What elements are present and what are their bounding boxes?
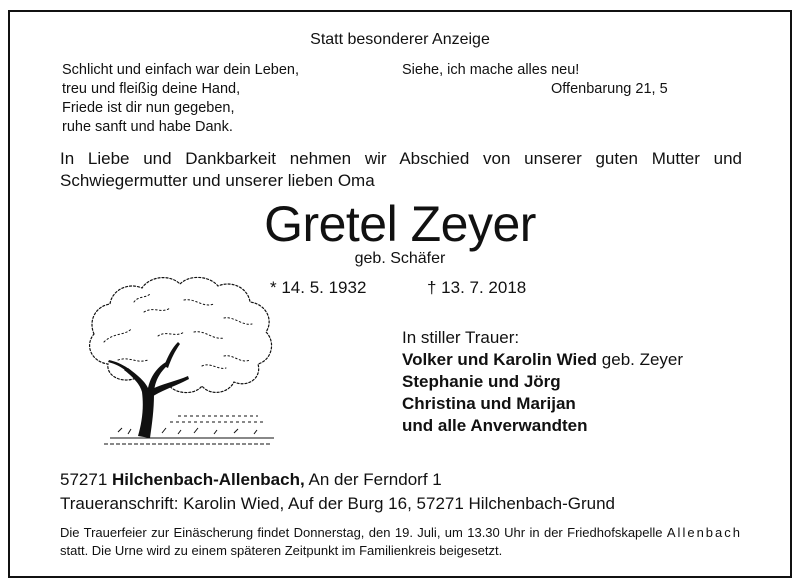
- mourners-block: [402, 327, 683, 437]
- address-street: An der Ferndorf 1: [304, 470, 442, 489]
- address-town: Hilchenbach-Allenbach,: [112, 470, 305, 489]
- mourner-line: und alle Anverwandten: [402, 416, 588, 435]
- mourner-line: Christina und Marijan: [402, 394, 576, 413]
- birth-date: * 14. 5. 1932: [270, 278, 367, 297]
- poem-line: ruhe sanft und habe Dank.: [62, 119, 233, 135]
- deceased-name: Gretel Zeyer: [264, 196, 536, 252]
- ceremony-notice: [60, 524, 742, 560]
- maiden-name: [0, 250, 800, 268]
- mourner-line: [402, 349, 683, 371]
- poem-line: Friede ist dir nun gegeben,: [62, 100, 235, 116]
- mourner-name: Volker und Karolin Wied: [402, 350, 598, 369]
- poem-line: treu und fleißig deine Hand,: [62, 81, 241, 97]
- quote-text: Siehe, ich mache alles neu!: [402, 62, 580, 78]
- intro-text: In Liebe und Dankbarkeit nehmen wir Abschied von unserer guten Mutter und Schwiegermutter und unserer lieben Oma: [60, 149, 742, 190]
- poem-line: Schlicht und einfach war dein Leben,: [62, 62, 299, 78]
- ceremony-text: Die Trauerfeier zur Einäscherung findet Donnerstag, den 19. Juli, um 13.30 Uhr in der Friedhofskapelle: [60, 525, 667, 540]
- ceremony-text: statt. Die Urne wird zu einem späteren Zeitpunkt im Familienkreis beigesetzt.: [60, 543, 503, 558]
- address-postcode: 57271: [60, 470, 112, 489]
- poem-verse: [62, 61, 299, 137]
- mourning-address: Traueranschrift: Karolin Wied, Auf der Burg 16, 57271 Hilchenbach-Grund: [60, 494, 615, 513]
- mourner-suffix: geb. Zeyer: [597, 350, 684, 369]
- mourners-heading: In stiller Trauer:: [402, 328, 520, 347]
- maiden-name-text: geb. Schäfer: [354, 250, 446, 267]
- ceremony-place: Allenbach: [666, 525, 742, 540]
- mourner-line: Stephanie und Jörg: [402, 372, 561, 391]
- quote-reference: Offenbarung 21, 5: [551, 81, 668, 97]
- tree-icon: [74, 272, 286, 448]
- death-date: † 13. 7. 2018: [427, 278, 527, 297]
- family-address: [60, 470, 442, 490]
- notice-header: Statt besonderer Anzeige: [310, 31, 490, 48]
- bible-quote: [402, 61, 668, 99]
